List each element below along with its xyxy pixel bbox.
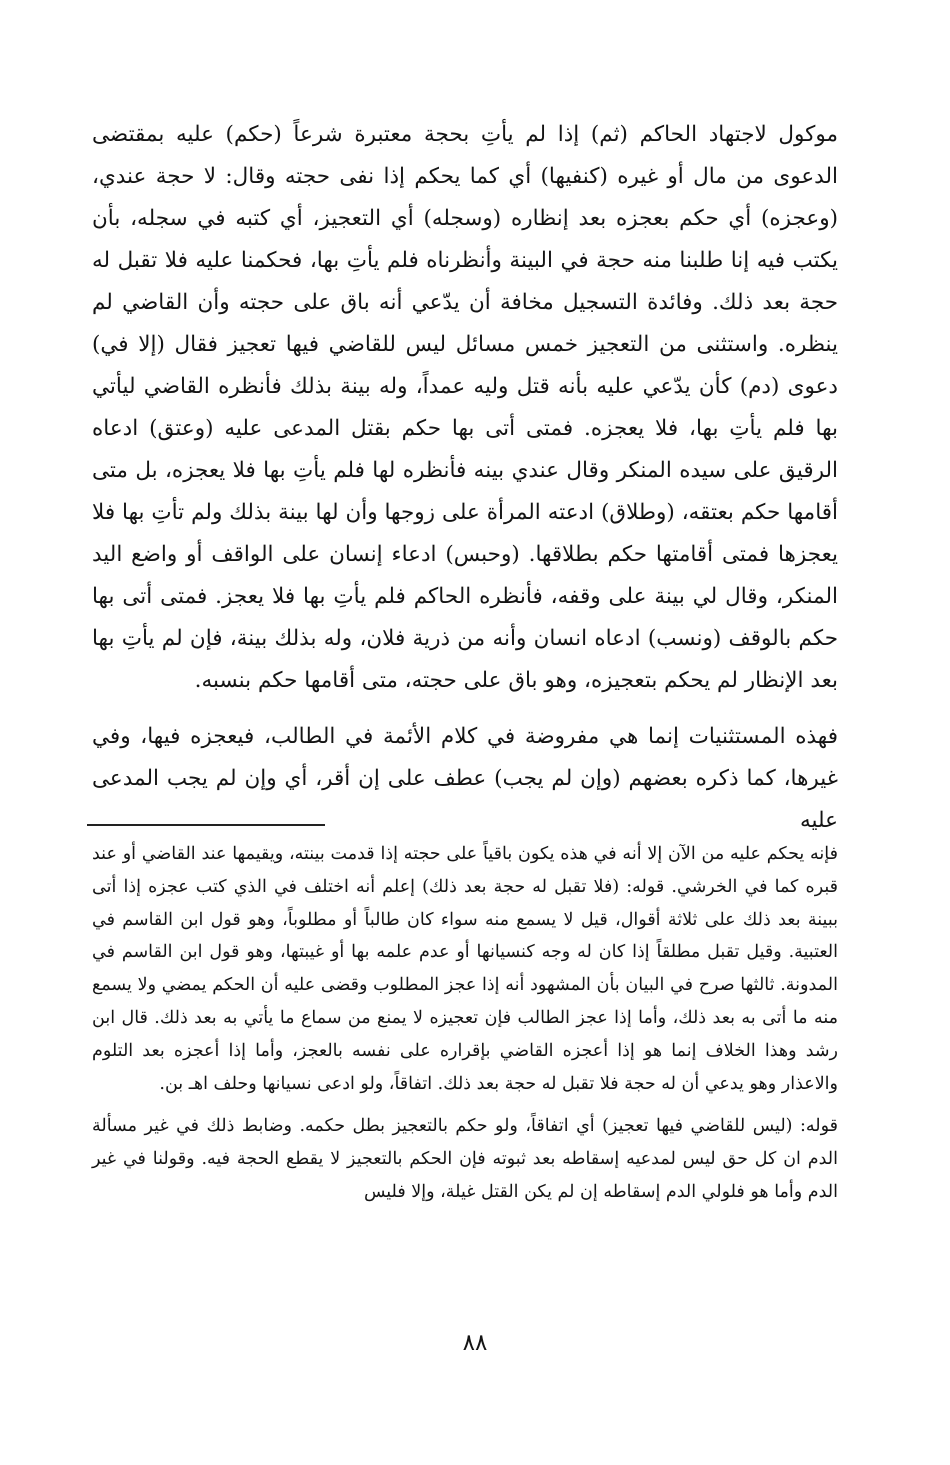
main-paragraph-2: فهذه المستثنيات إنما هي مفروضة في كلام الأئمة في الطالب، فيعجزه فيها، وفي غيرها، كما ذكره بعضهم (وإن لم يجب) عطف على إن أقر، أي وإن لم يجب المدعى عليه xyxy=(92,724,838,833)
main-paragraph-1: موكول لاجتهاد الحاكم (ثم) إذا لم يأتِ بحجة معتبرة شرعاً (حكم) عليه بمقتضى الدعوى من مال أو غيره (كنفيها) أي كما يحكم إذا نفى حجته وقال: لا حجة عندي، (وعجزه) أي حكم بعجزه بعد إنظاره (وسجله) أي التعجيز، أي كتبه في سجله، بأن يكتب فيه إنا طلبنا منه حجة في البينة وأنظرناه فلم يأتِ بها، فحكمنا عليه فلا تقبل له حجة بعد ذلك. وفائدة التسجيل مخافة أن يدّعي أنه باق على حجته وأن القاضي لم ينظره. واستثنى من التعجيز خمس مسائل ليس للقاضي فيها تعجيز فقال (إلا في) دعوى (دم) كأن يدّعي عليه بأنه قتل وليه عمداً، وله بينة بذلك فأنظره القاضي ليأتي بها فلم يأتِ بها، فلا يعجزه. فمتى أتى بها حكم بقتل المدعى عليه (وعتق) ادعاه الرقيق على سيده المنكر وقال عندي بينه فأنظره لها فلم يأتِ بها فلا يعجزه، بل متى أقامها حكم بعتقه، (وطلاق) ادعته المرأة على زوجها وأن لها بينة بذلك ولم تأتِ بها فلا يعجزها فمتى أقامتها حكم بطلاقها. (وحبس) ادعاء إنسان على الواقف أو واضع اليد المنكر، وقال لي بينة على وقفه، فأنظره الحاكم فلم يأتِ بها فلا يعجز. فمتى أتى بها حكم بالوقف (ونسب) ادعاه انسان وأنه من ذرية فلان، وله بذلك بينة، فإن لم يأتِ بها بعد الإنظار لم يحكم بتعجيزه، وهو باق على حجته، متى أقامها حكم بنسبه. xyxy=(92,122,838,693)
page-number: ٨٨ xyxy=(462,1330,488,1356)
footnote-divider xyxy=(87,824,325,826)
footnote-paragraph-1: فإنه يحكم عليه من الآن إلا أنه في هذه يكون باقياً على حجته إذا قدمت بينته، ويقيمها عند القاضي أو عند قبره كما في الخرشي. قوله: (فلا تقبل له حجة بعد ذلك) إعلم أنه اختلف في الذي كتب عجزه إذا أتى ببينة بعد ذلك على ثلاثة أقوال، قيل لا يسمع منه سواء كان طالباً أو مطلوباً، وهو قول ابن القاسم في العتبية. وقيل تقبل مطلقاً إذا كان له وجه كنسيانها أو عدم علمه بها أو غيبتها، وهو قول ابن القاسم في المدونة. ثالثها صرح في البيان بأن المشهود أنه إذا عجز المطلوب وقضى عليه أن الحكم يمضي ولا يسمع منه ما أتى به بعد ذلك، وأما إذا عجز الطالب فإن تعجيزه لا يمنع من سماع ما يأتي به بعد ذلك. قال ابن رشد وهذا الخلاف إنما هو إذا أعجزه القاضي بإقراره على نفسه بالعجز، وأما إذا أعجزه بعد التلوم والاعذار وهو يدعي أن له حجة فلا تقبل له حجة بعد ذلك. اتفاقاً، ولو ادعى نسيانها وحلف اهـ بن. xyxy=(92,844,838,1094)
footnotes xyxy=(92,838,838,1209)
main-text xyxy=(92,114,838,842)
footnote-paragraph-2: قوله: (ليس للقاضي فيها تعجيز) أي اتفاقاً، ولو حكم بالتعجيز بطل حكمه. وضابط ذلك في غير مسألة الدم ان كل حق ليس لمدعيه إسقاطه بعد ثبوته فإن الحكم بالتعجيز لا يقطع الحجة فيه. وقولنا في غير الدم وأما هو فلولي الدم إسقاطه إن لم يكن القتل غيلة، وإلا فليس xyxy=(92,1116,838,1202)
